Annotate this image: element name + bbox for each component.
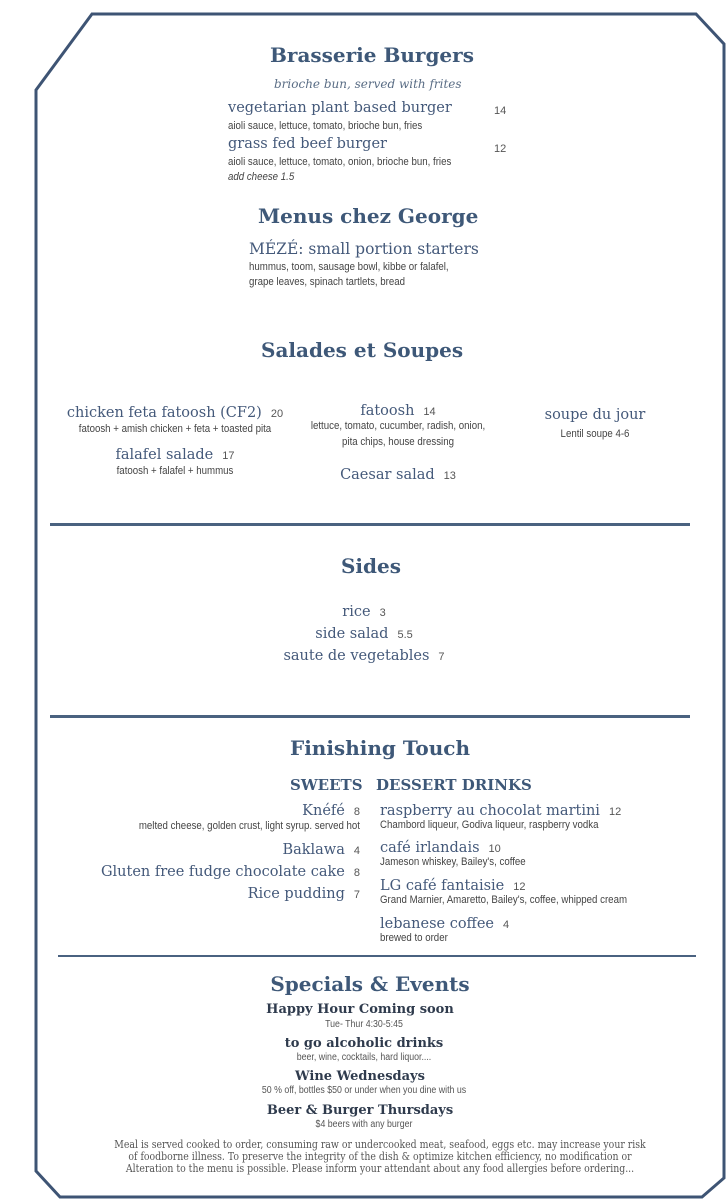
- menu-item-price: 7: [438, 651, 445, 663]
- sweets-heading: SWEETS: [290, 776, 363, 794]
- menu-item-name: fatoosh: [360, 403, 415, 419]
- sweet-row: [60, 800, 360, 819]
- disclaimer-line: of foodborne illness. To preserve the integrity of the dish & optimize kitchen efficiency, no modification or: [128, 1150, 632, 1163]
- menu-item-price: 17: [222, 450, 235, 462]
- sweet-row: [60, 839, 360, 858]
- disclaimer-line: Alteration to the menu is possible. Please inform your attendant about any food allergies before ordering...: [125, 1162, 635, 1175]
- menu-item-description: brewed to order: [380, 932, 448, 944]
- menu-item-price: 4: [503, 919, 510, 931]
- menu-item-note: add cheese 1.5: [228, 171, 295, 183]
- menu-item-price: 4: [353, 845, 360, 857]
- special-subtitle: $4 beers with any burger: [315, 1119, 413, 1130]
- meze-item-name: MÉZÉ: small portion starters: [249, 240, 479, 258]
- menu-item-description: aioli sauce, lettuce, tomato, onion, brioche bun, fries: [228, 156, 452, 168]
- menu-item-description: pita chips, house dressing: [342, 436, 454, 448]
- menu-item-name: grass fed beef burger: [228, 136, 387, 152]
- special-subtitle: beer, wine, cocktails, hard liquor....: [296, 1052, 432, 1063]
- menu-item-price: 14: [423, 406, 436, 418]
- menu-item-name: rice: [342, 604, 371, 620]
- menu-item-price: 14: [494, 105, 507, 117]
- sides-heading: Sides: [340, 554, 401, 578]
- section-divider: [50, 523, 690, 526]
- menu-item-name: Caesar salad: [340, 467, 435, 483]
- salades-heading: Salades et Soupes: [261, 338, 464, 362]
- soupe-name: soupe du jour: [544, 407, 646, 423]
- menu-item-price: 8: [353, 867, 360, 879]
- side-row: [0, 623, 728, 642]
- menu-item-price: 12: [513, 881, 526, 893]
- finishing-touch-heading: Finishing Touch: [290, 736, 471, 760]
- drink-row: [380, 875, 526, 894]
- menu-item-name: saute de vegetables: [283, 648, 430, 664]
- side-row: [0, 601, 728, 620]
- menu-item-name: side salad: [315, 626, 389, 642]
- menu-item-price: 10: [488, 843, 501, 855]
- special-title: to go alcoholic drinks: [284, 1036, 444, 1051]
- menu-item-name: LG café fantaisie: [380, 878, 505, 894]
- menu-item-name: raspberry au chocolat martini: [380, 803, 600, 819]
- menu-item-price: 7: [353, 889, 360, 901]
- sweet-row: [60, 861, 360, 880]
- meze-description: grape leaves, spinach tartlets, bread: [249, 276, 406, 288]
- menu-item-name: falafel salade: [115, 447, 214, 463]
- special-title: Beer & Burger Thursdays: [266, 1103, 454, 1118]
- menu-item-price: 8: [353, 806, 360, 818]
- section-divider: [58, 955, 696, 957]
- menu-item-name: vegetarian plant based burger: [228, 100, 452, 116]
- special-title: Happy Hour Coming soon: [266, 1002, 454, 1017]
- drink-row: [380, 800, 621, 819]
- menu-item-description: fatoosh + falafel + hummus: [116, 465, 234, 477]
- drink-row: [380, 837, 501, 856]
- menu-item-name: Gluten free fudge chocolate cake: [100, 864, 345, 880]
- meze-description: hummus, toom, sausage bowl, kibbe or falafel,: [249, 261, 449, 273]
- salad-row: [298, 464, 498, 483]
- salad-row: [60, 402, 290, 421]
- menu-item-name: chicken feta fatoosh (CF2): [66, 405, 262, 421]
- allergy-disclaimer: [40, 1139, 720, 1175]
- drink-row: [380, 913, 509, 932]
- side-row: [0, 645, 728, 664]
- menu-item-name: Rice pudding: [247, 886, 345, 902]
- menu-item-name: Knéfé: [302, 803, 345, 819]
- section-divider: [50, 715, 690, 718]
- special-title: Wine Wednesdays: [295, 1069, 425, 1084]
- menu-item-price: 12: [608, 806, 622, 818]
- menu-item-description: Jameson whiskey, Bailey's, coffee: [380, 856, 526, 868]
- menu-item-price: 3: [379, 607, 386, 619]
- special-subtitle: Tue- Thur 4:30-5:45: [325, 1019, 403, 1030]
- dessert-drinks-heading: DESSERT DRINKS: [376, 776, 532, 794]
- menus-george-heading: Menus chez George: [258, 204, 479, 228]
- menu-item-description: lettuce, tomato, cucumber, radish, onion,: [310, 420, 486, 432]
- menu-item-name: café irlandais: [380, 840, 480, 856]
- menu-item-description: melted cheese, golden crust, light syrup. served hot: [138, 820, 360, 832]
- menu-item-name: Baklawa: [282, 842, 345, 858]
- disclaimer-line: Meal is served cooked to order, consuming raw or undercooked meat, seafood, eggs etc. may increase your risk: [114, 1138, 646, 1151]
- menu-item-description: Grand Marnier, Amaretto, Bailey's, coffee, whipped cream: [380, 894, 628, 906]
- brasserie-subtitle: brioche bun, served with frites: [274, 77, 462, 91]
- menu-item-name: lebanese coffee: [380, 916, 495, 932]
- salad-row: [60, 444, 290, 463]
- brasserie-burgers-heading: Brasserie Burgers: [270, 43, 474, 67]
- specials-heading: Specials & Events: [270, 972, 470, 996]
- menu-item-price: 5.5: [397, 629, 413, 641]
- menu-item-price: 20: [270, 408, 284, 420]
- menu-item-description: fatoosh + amish chicken + feta + toasted pita: [78, 423, 272, 435]
- sweet-row: [60, 883, 360, 902]
- special-subtitle: 50 % off, bottles $50 or under when you dine with us: [261, 1085, 467, 1096]
- salad-row: [298, 400, 498, 419]
- menu-item-price: 12: [494, 143, 507, 155]
- soupe-description: Lentil soupe 4-6: [560, 428, 630, 440]
- menu-item-description: Chambord liqueur, Godiva liqueur, raspberry vodka: [380, 819, 599, 831]
- menu-item-price: 13: [443, 470, 456, 482]
- menu-item-description: aioli sauce, lettuce, tomato, brioche bun, fries: [228, 120, 423, 132]
